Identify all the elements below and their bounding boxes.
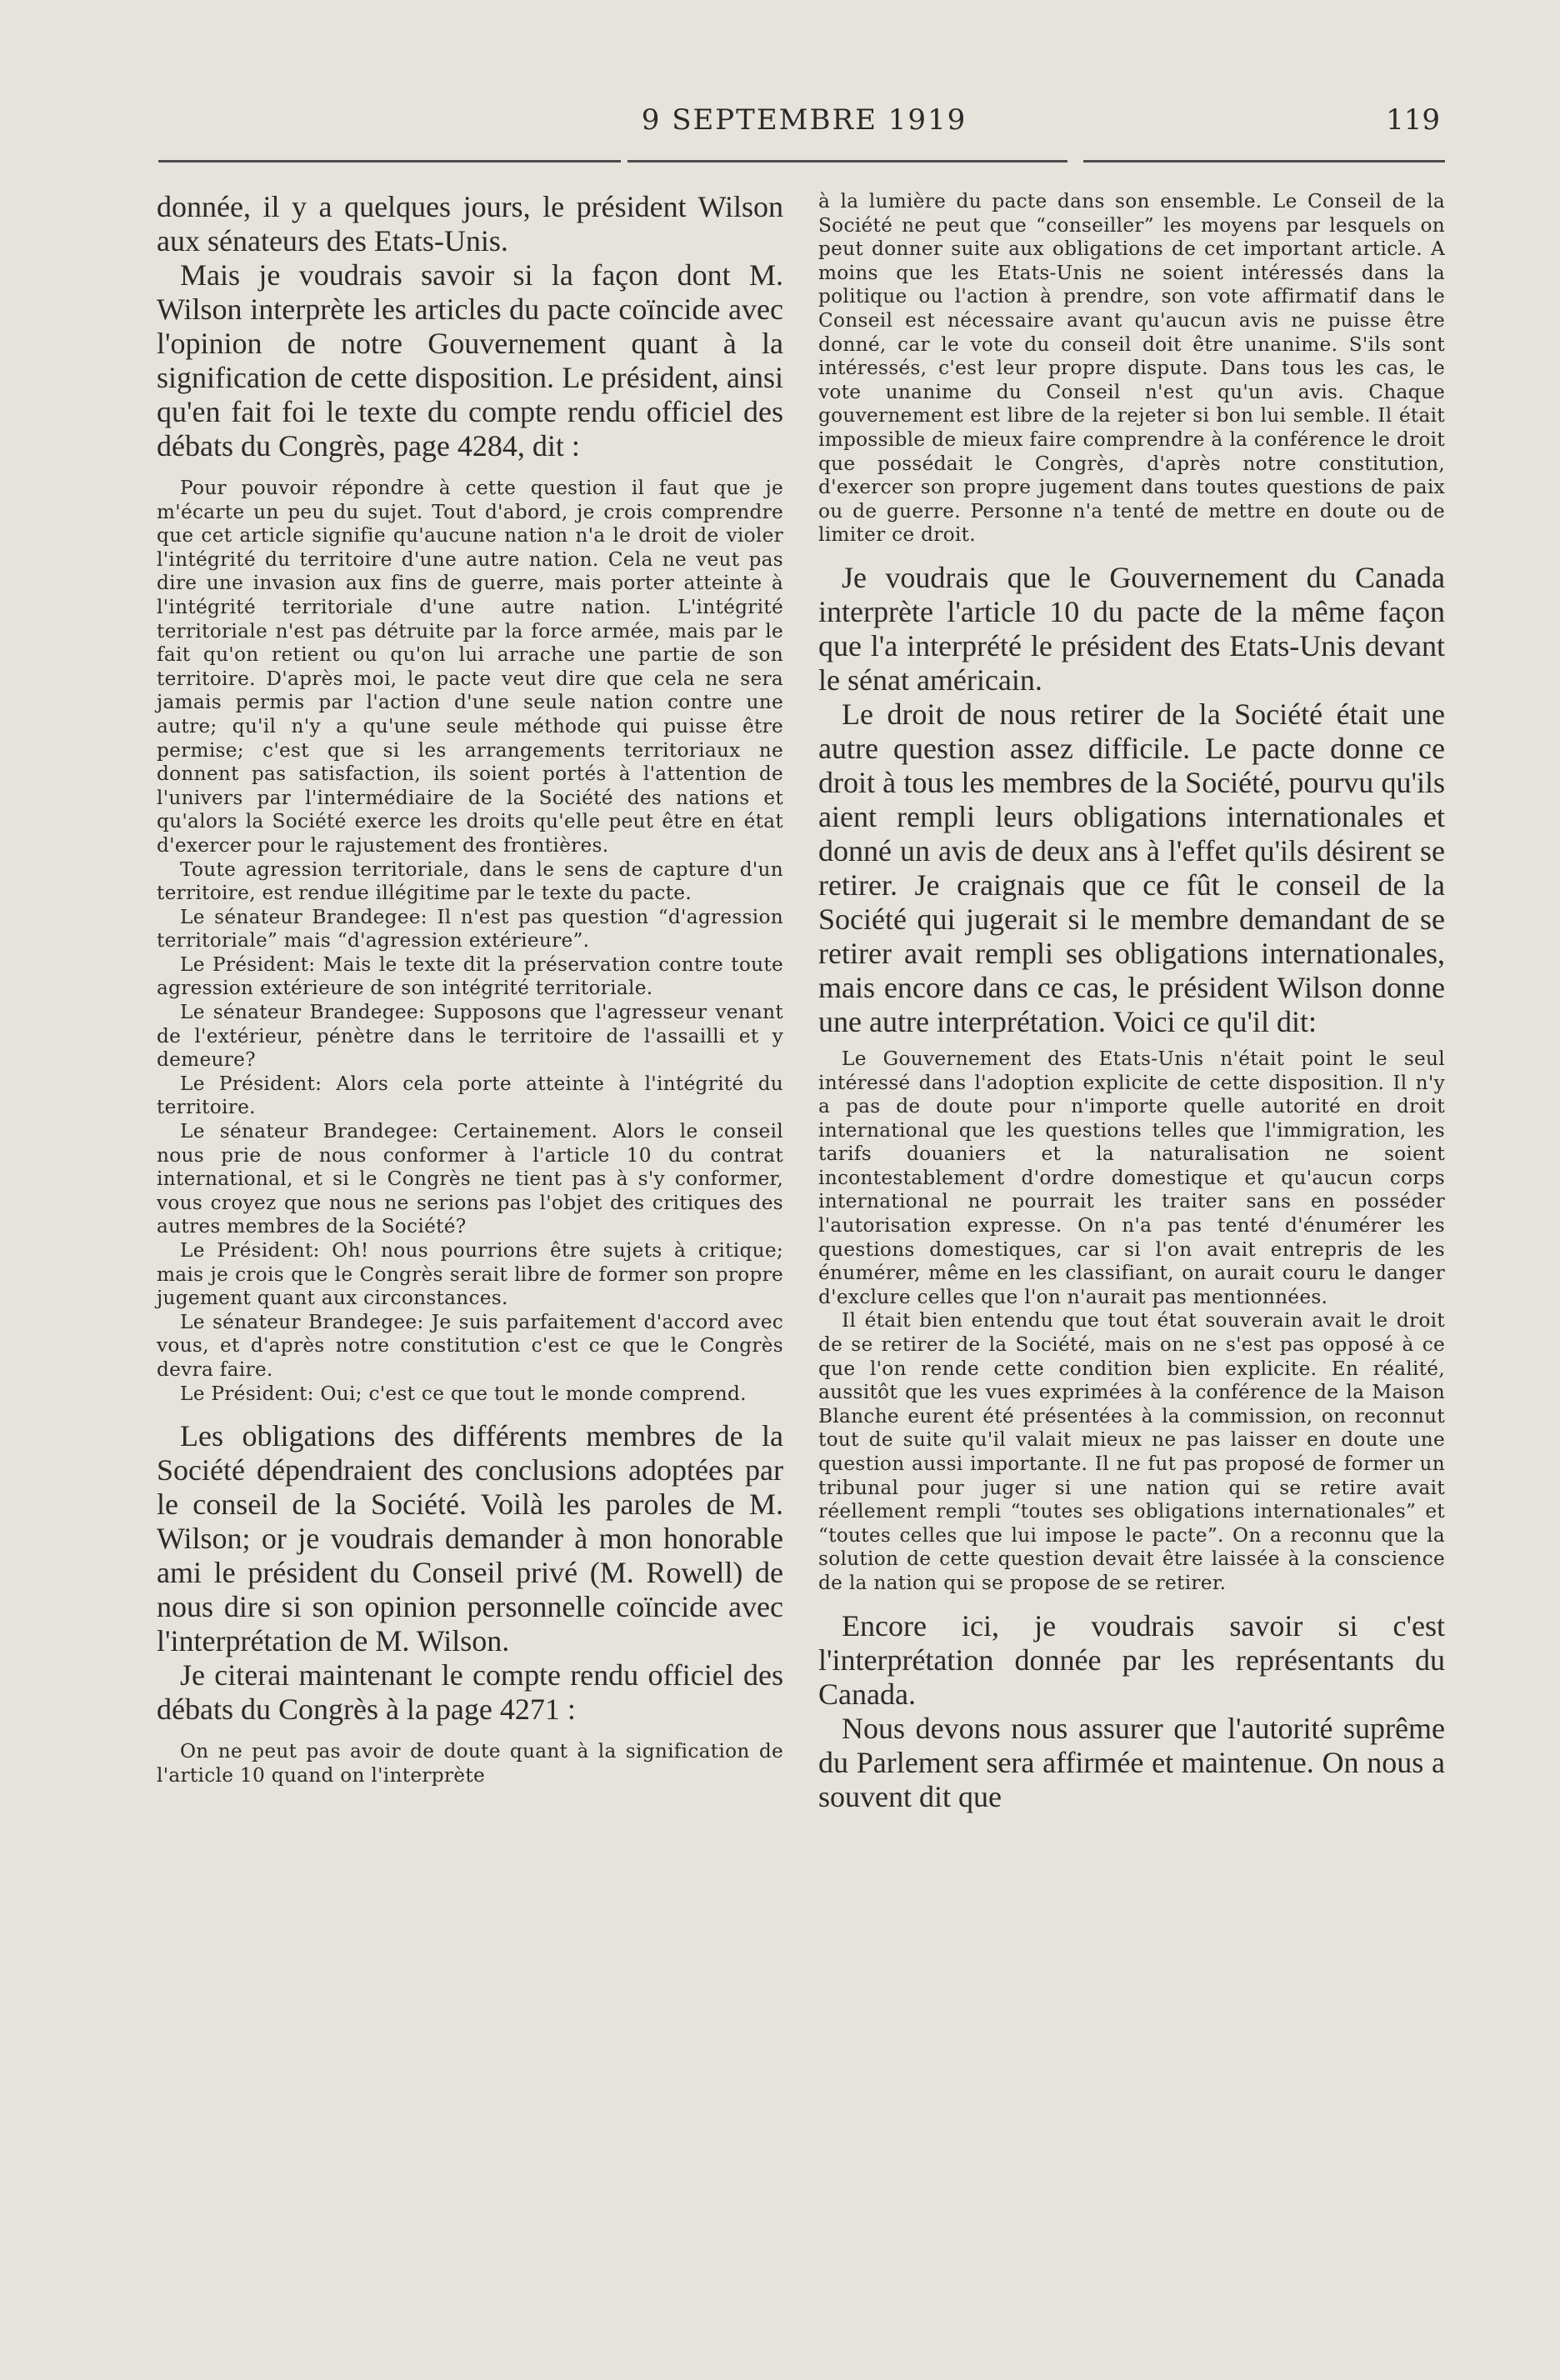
- paragraph: Encore ici, je voudrais savoir si c'est l'interprétation donnée par les représentants du Canada.: [818, 1608, 1445, 1711]
- quote-paragraph: Pour pouvoir répondre à cette question il faut que je m'écarte un peu du sujet. Tout d'abord, je crois comprendre que cet article signifie qu'aucune nation n'a le droit de violer l'intégrité du territoire d'une autre nation. Cela ne veut pas dire une invasion aux fins de guerre, mais porter atteinte à l'intégrité territoriale d'une autre nation. L'intégrité territoriale n'est pas détruite par la force armée, mais par le fait qu'on retient ou qu'on lui arrache une partie de son territoire. D'après moi, le pacte veut dire que cela ne sera jamais permis par l'action d'une seule nation contre une autre; qu'il n'y a qu'une seule méthode qui puisse être permise; c'est que si les arrangements territoriaux ne donnent pas satisfaction, ils soient portés à l'attention de l'univers par l'intermédiaire de la Société des nations et qu'alors la Société exerce les droits qu'elle peut être en état d'exercer pour le rajustement des frontières.: [157, 477, 783, 857]
- paragraph: Mais je voudrais savoir si la façon dont M. Wilson interprète les articles du pacte coïncide avec l'opinion de notre Gouvernement quant à la signification de cette disposition. Le président, ainsi qu'en fait foi le texte du compte rendu officiel des débats du Congrès, page 4284, dit :: [157, 258, 783, 462]
- paragraph: Je citerai maintenant le compte rendu officiel des débats du Congrès à la page 4271 :: [157, 1658, 783, 1727]
- paragraph: Les obligations des différents membres de la Société dépendraient des conclusions adoptées par le conseil de la Société. Voilà les paroles de M. Wilson; or je voudrais demander à mon honorable ami le président du Conseil privé (M. Rowell) de nous dire si son opinion personnelle coïncide avec l'interprétation de M. Wilson.: [157, 1419, 783, 1658]
- right-column: [818, 190, 1445, 1814]
- header-rule-left: [158, 160, 621, 162]
- quote-paragraph: Le Président: Oui; c'est ce que tout le monde comprend.: [180, 1382, 747, 1405]
- quote-paragraph: Toute agression territoriale, dans le sens de capture d'un territoire, est rendue illégitime par le texte du pacte.: [157, 858, 783, 905]
- quote-paragraph: Le sénateur Brandegee: Supposons que l'agresseur venant de l'extérieur, pénètre dans le territoire de l'assailli et y demeure?: [157, 1001, 783, 1072]
- paragraph: Nous devons nous assurer que l'autorité suprême du Parlement sera affirmée et maintenue. On nous a souvent dit que: [818, 1711, 1445, 1813]
- paragraph: Le droit de nous retirer de la Société était une autre question assez difficile. Le pacte donne ce droit à tous les membres de la Société, pourvu qu'ils aient rempli leurs obligations internationales et donné un avis de deux ans à l'effet qu'ils désirent se retirer. Je craignais que ce fût le conseil de la Société qui jugerait si le membre demandant de se retirer avait rempli ses obligations internationales, mais encore dans ce cas, le président Wilson donne une autre interprétation. Voici ce qu'il dit:: [818, 697, 1445, 1038]
- left-column: [157, 190, 783, 1788]
- quote-paragraph: Le Président: Oh! nous pourrions être sujets à critique; mais je crois que le Congrès serait libre de former son propre jugement quant aux circonstances.: [157, 1239, 783, 1310]
- header-rule-mid: [628, 160, 1068, 162]
- page-header: [158, 98, 1450, 148]
- quote-paragraph: Il était bien entendu que tout état souverain avait le droit de se retirer de la Société, mais on ne s'est pas opposé à ce que l'on rende cette condition bien explicite. En réalité, aussitôt que les vues exprimées à la conférence de la Maison Blanche eurent été présentées à la commission, on reconnut tout de suite qu'il valait mieux ne pas laisser en doute une question aussi importante. Il ne fut pas proposé de former un tribunal pour juger si une nation qui se retire avait réellement rempli “toutes ses obligations internationales” et “toutes celles que lui impose le pacte”. On a reconnu que la solution de cette question devait être laissée à la conscience de la nation qui se propose de se retirer.: [818, 1309, 1445, 1594]
- quote-paragraph: Le sénateur Brandegee: Certainement. Alors le conseil nous prie de nous conformer à l'article 10 du contrat international, et si le Congrès ne tient pas à s'y conformer, vous croyez que nous ne serions pas l'objet des critiques des autres membres de la Société?: [157, 1120, 783, 1238]
- quote-paragraph: à la lumière du pacte dans son ensemble. Le Conseil de la Société ne peut que “conseiller” les moyens par lesquels on peut donner suite aux obligations de cet important article. A moins que les Etats-Unis ne soient intéressés dans la politique ou l'action à prendre, son vote affirmatif dans le Conseil est nécessaire avant qu'aucun avis ne puisse être donné, car le vote du conseil doit être unanime. S'ils sont intéressés, c'est leur propre dispute. Dans tous les cas, le vote unanime du Conseil n'est qu'un avis. Chaque gouvernement est libre de la rejeter si bon lui semble. Il était impossible de mieux faire comprendre à la conférence le droit que possédait le Congrès, d'après notre constitution, d'exercer son propre jugement dans toutes questions de paix ou de guerre. Personne n'a tenté de mettre en doute ou de limiter ce droit.: [818, 190, 1445, 547]
- page-date: 9 SEPTEMBRE 1919: [641, 103, 968, 137]
- quote-paragraph: Le Gouvernement des Etats-Unis n'était point le seul intéressé dans l'adoption explicite de cette disposition. Il n'y a pas de doute pour n'importe quelle autorité en droit international que les questions telles que l'immigration, les tarifs douaniers et la naturalisation ne soient incontestablement d'ordre domestique et qu'aucun corps international ne pourrait les traiter sans en posséder l'autorisation expresse. On n'a pas tenté d'énumérer les questions domestiques, car si l'on avait entrepris de les énumérer, même en les classifiant, on aurait couru le danger d'exclure celles que l'on n'aurait pas mentionnées.: [818, 1047, 1445, 1308]
- quote-paragraph: On ne peut pas avoir de doute quant à la signification de l'article 10 quand on l'interprète: [157, 1740, 783, 1787]
- quote-paragraph: Le Président: Alors cela porte atteinte à l'intégrité du territoire.: [157, 1072, 783, 1119]
- paragraph: Je voudrais que le Gouvernement du Canada interprète l'article 10 du pacte de la même façon que l'a interprété le président des Etats-Unis devant le sénat américain.: [818, 560, 1445, 697]
- header-rule-right: [1083, 160, 1445, 162]
- page-number: 119: [1386, 103, 1440, 137]
- paragraph: donnée, il y a quelques jours, le président Wilson aux sénateurs des Etats-Unis.: [157, 190, 783, 258]
- quote-paragraph: Le sénateur Brandegee: Il n'est pas question “d'agression territoriale” mais “d'agression extérieure”.: [157, 905, 783, 952]
- quote-paragraph: Le Président: Mais le texte dit la préservation contre toute agression extérieure de son intégrité territoriale.: [157, 952, 783, 1000]
- quote-paragraph: Le sénateur Brandegee: Je suis parfaitement d'accord avec vous, et d'après notre constitution c'est ce que le Congrès devra faire.: [157, 1310, 783, 1381]
